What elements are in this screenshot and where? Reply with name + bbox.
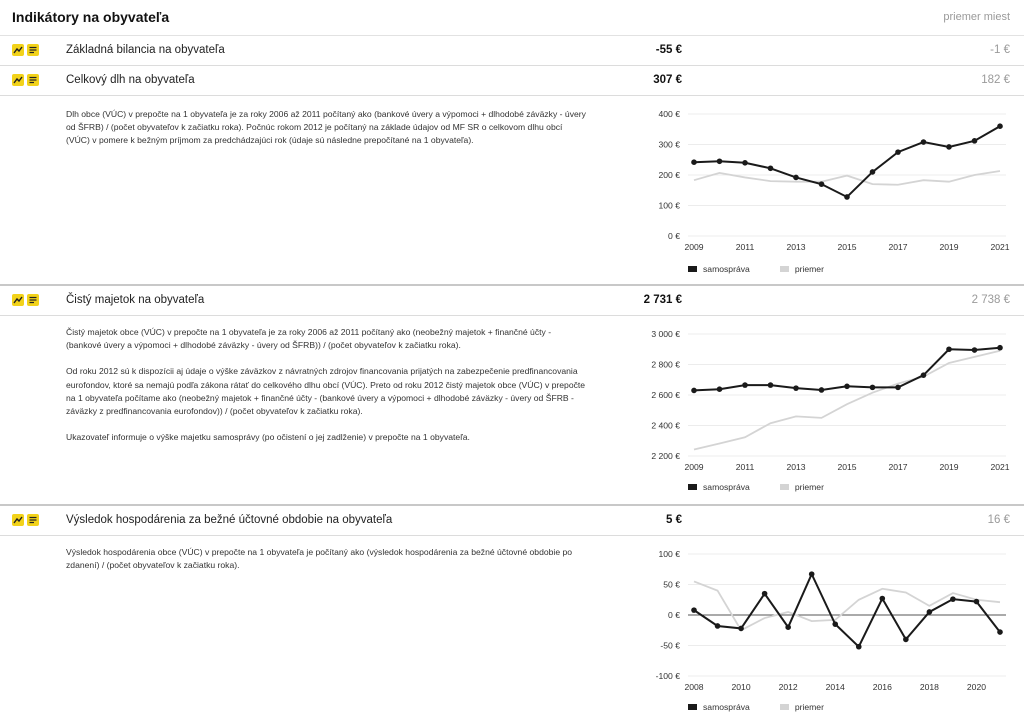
data-point [974, 599, 980, 605]
x-tick-label: 2016 [872, 682, 892, 692]
legend-swatch-average [780, 266, 789, 272]
y-tick-label: 400 € [658, 109, 680, 119]
x-tick-label: 2019 [939, 462, 959, 472]
data-point [691, 607, 697, 613]
data-point [997, 629, 1003, 635]
legend-label-self: samospráva [703, 482, 750, 492]
indicator-value: -55 € [655, 44, 682, 56]
y-tick-label: -50 € [660, 640, 680, 651]
data-point [856, 644, 862, 650]
x-tick-label: 2012 [778, 682, 798, 692]
y-tick-label: 3 000 € [651, 329, 680, 339]
x-tick-label: 2013 [786, 242, 806, 252]
data-point [762, 591, 768, 597]
data-point [717, 158, 723, 164]
data-point [921, 139, 927, 145]
data-point [997, 123, 1003, 129]
legend-label-average: priemer [794, 702, 824, 712]
panel-header [0, 0, 1024, 36]
data-point [785, 624, 791, 630]
assets-description [66, 326, 586, 457]
x-tick-label: 2015 [837, 242, 857, 252]
trend-icon[interactable] [12, 294, 24, 306]
series-line-average [694, 351, 1000, 450]
indicator-row-net-assets[interactable] [0, 286, 1024, 316]
description-paragraph: Výsledok hospodárenia obce (VÚC) v prepočte na 1 obyvateľa je počítaný ako (výsledok hospodárenia za bežné účtovné obdobie po zdanení) / (počet obyvateľov k začiatku roka). [66, 547, 573, 571]
data-point [997, 345, 1003, 351]
x-tick-label: 2019 [939, 242, 959, 252]
document-icon[interactable] [27, 294, 39, 306]
indicator-label: Základná bilancia na obyvateľa [66, 44, 225, 56]
result-description [66, 546, 586, 585]
y-tick-label: 2 800 € [651, 359, 680, 370]
data-point [742, 160, 748, 166]
document-icon[interactable] [27, 74, 39, 86]
y-tick-label: 50 € [663, 579, 680, 590]
row-icons [12, 294, 39, 306]
data-point [768, 382, 774, 388]
y-tick-label: -100 € [655, 671, 680, 681]
y-tick-label: 100 € [658, 549, 680, 559]
data-point [717, 386, 723, 392]
x-tick-label: 2017 [888, 242, 908, 252]
y-tick-label: 0 € [668, 231, 680, 241]
legend-label-self: samospráva [703, 702, 750, 712]
result-chart [636, 544, 1016, 722]
document-icon[interactable] [27, 514, 39, 526]
legend-label-self: samospráva [703, 264, 750, 274]
data-point [921, 372, 927, 378]
data-point [691, 388, 697, 394]
indicator-value: 5 € [666, 514, 682, 526]
row-icons [12, 514, 39, 526]
data-point [946, 144, 952, 150]
data-point [809, 571, 815, 577]
data-point [927, 609, 933, 615]
data-point [819, 387, 825, 393]
data-point [870, 169, 876, 175]
indicator-average: 182 € [981, 74, 1010, 86]
y-tick-label: 100 € [658, 200, 680, 211]
y-tick-label: 200 € [658, 170, 680, 180]
legend-swatch-self [688, 484, 697, 490]
chart-legend [688, 702, 854, 712]
x-tick-label: 2018 [919, 682, 939, 692]
x-tick-label: 2008 [684, 682, 704, 692]
indicator-value: 307 € [653, 74, 682, 86]
legend-swatch-self [688, 266, 697, 272]
x-tick-label: 2010 [731, 682, 751, 692]
trend-icon[interactable] [12, 44, 24, 56]
indicator-row-economic-result[interactable] [0, 506, 1024, 536]
debt-description [66, 108, 586, 161]
chart-legend [688, 264, 854, 274]
result-chart-plot [636, 544, 1016, 694]
data-point [895, 149, 901, 155]
x-tick-label: 2020 [966, 682, 987, 692]
average-column-label: priemer miest [943, 11, 1010, 23]
legend-swatch-self [688, 704, 697, 710]
legend-swatch-average [780, 704, 789, 710]
indicator-row-basic-balance[interactable] [0, 36, 1024, 66]
data-point [768, 165, 774, 171]
chart-legend [688, 482, 854, 492]
data-point [715, 623, 721, 629]
document-icon[interactable] [27, 44, 39, 56]
description-paragraph: Od roku 2012 sú k dispozícii aj údaje o výške záväzkov z návratných zdrojov financovania prijatých na zabezpečenie predfinancovania eurofondov, ktoré sa nemajú podľa zákona rátať do celkového dlhu obcí (VÚC). Preto od roku 2012 čistý majetok obce (VÚC) v prepočte na 1 obyvateľa počítame ako (neobežný majetok + finančné účty - (bankové úvery a výpomoci + dlhodobé záväzky - úvery od ŠFRB - záväzky z predfinancovania eurofondov)) / (počet obyvateľov k začiatku roka). [66, 366, 586, 417]
series-line-self [694, 126, 1000, 197]
data-point [738, 626, 744, 632]
data-point [870, 385, 876, 391]
assets-chart [636, 324, 1016, 500]
data-point [844, 194, 850, 200]
y-tick-label: 300 € [658, 139, 680, 150]
description-paragraph: Dlh obce (VÚC) v prepočte na 1 obyvateľa je za roky 2006 až 2011 počítaný ako (bankové úvery a výpomoci + dlhodobé záväzky - úvery od ŠFRB) / (počet obyvateľov k začiatku roka). Počnúc rokom 2012 je počítaný na základe údajov od MF SR o celkovom dlhu obcí (VÚC) v pomere k bežným príjmom za predchádzajúci rok (údaje sú následne prepočítané na 1 obyvateľa). [66, 109, 586, 146]
x-tick-label: 2014 [825, 682, 845, 692]
data-point [950, 596, 956, 602]
description-paragraph: Ukazovateľ informuje o výške majetku samosprávy (po očistení o jej zadlženie) v prepočte na 1 obyvateľa. [66, 432, 470, 443]
indicator-average: 2 738 € [971, 294, 1010, 306]
data-point [972, 138, 978, 144]
data-point [844, 384, 850, 390]
x-tick-label: 2011 [735, 462, 755, 472]
indicator-value: 2 731 € [643, 294, 682, 306]
x-tick-label: 2015 [837, 462, 857, 472]
data-point [832, 621, 838, 627]
legend-swatch-average [780, 484, 789, 490]
data-point [895, 385, 901, 391]
series-line-average [694, 581, 1000, 630]
data-point [880, 596, 886, 602]
data-point [793, 385, 799, 391]
data-point [819, 181, 825, 187]
legend-label-average: priemer [794, 482, 824, 492]
indicator-row-total-debt[interactable] [0, 66, 1024, 96]
y-tick-label: 2 400 € [651, 420, 680, 431]
data-point [691, 159, 697, 165]
trend-icon[interactable] [12, 74, 24, 86]
x-tick-label: 2013 [786, 462, 806, 472]
indicator-average: -1 € [990, 44, 1010, 56]
x-tick-label: 2009 [684, 462, 704, 472]
data-point [742, 382, 748, 388]
data-point [972, 347, 978, 353]
page-title: Indikátory na obyvateľa [12, 9, 170, 25]
indicator-label: Výsledok hospodárenia za bežné účtovné obdobie na obyvateľa [66, 514, 393, 526]
indicator-average: 16 € [987, 514, 1010, 526]
x-tick-label: 2009 [684, 242, 704, 252]
x-tick-label: 2011 [735, 242, 755, 252]
assets-chart-plot [636, 324, 1016, 474]
x-tick-label: 2017 [888, 462, 908, 472]
data-point [793, 175, 799, 181]
row-icons [12, 44, 39, 56]
indicator-label: Celkový dlh na obyvateľa [66, 74, 195, 86]
legend-label-average: priemer [794, 264, 824, 274]
indicator-label: Čistý majetok na obyvateľa [66, 294, 205, 306]
trend-icon[interactable] [12, 514, 24, 526]
x-tick-label: 2021 [990, 462, 1010, 472]
x-tick-label: 2021 [990, 242, 1010, 252]
series-line-average [694, 171, 1000, 185]
data-point [946, 346, 952, 352]
y-tick-label: 2 600 € [651, 390, 680, 400]
row-icons [12, 74, 39, 86]
debt-chart [636, 104, 1016, 280]
description-paragraph: Čistý majetok obce (VÚC) v prepočte na 1 obyvateľa je za roky 2006 až 2011 počítaný ako (neobežný majetok + finančné účty - (bankové úvery a výpomoci + dlhodobé záväzky - úvery od ŠFRB)) / (počet obyvateľov k začiatku roka). [66, 327, 552, 351]
data-point [903, 637, 909, 643]
y-tick-label: 0 € [668, 610, 680, 620]
debt-chart-plot [636, 104, 1016, 254]
y-tick-label: 2 200 € [651, 451, 680, 461]
